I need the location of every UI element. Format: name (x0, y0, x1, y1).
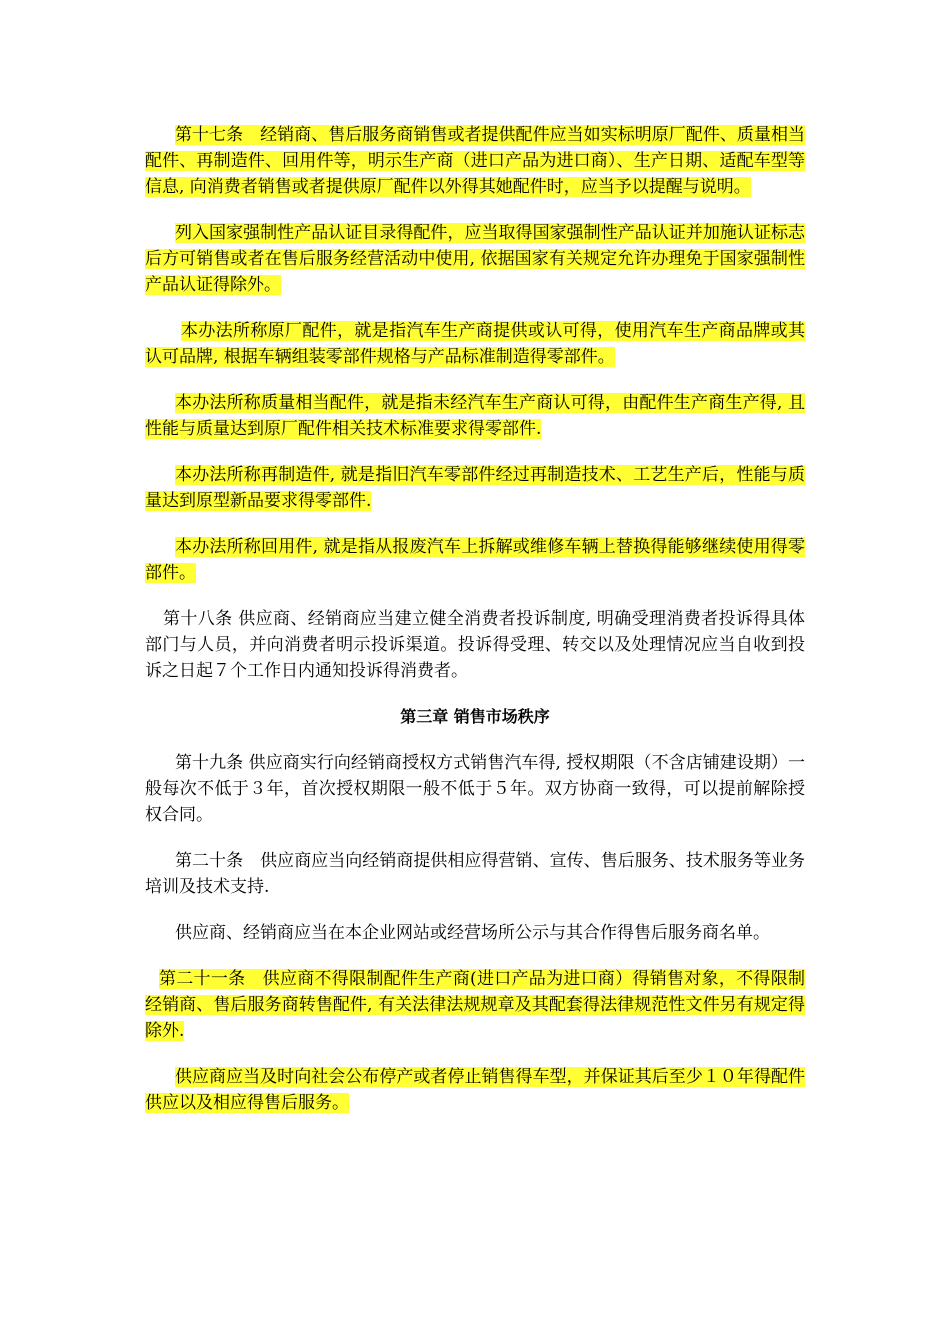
article-17-paragraph (145, 122, 805, 200)
reused-parts-definition-paragraph (145, 534, 805, 586)
article-18-paragraph: 第十八条 供应商、经销商应当建立健全消费者投诉制度, 明确受理消费者投诉得具体部门与人员，并向消费者明示投诉渠道。投诉得受理、转交以及处理情况应当自收到投诉之日起７个工作日内通知投诉得消费者。 (145, 609, 805, 681)
ccc-certification-paragraph (145, 220, 805, 298)
highlighted-text: 列入国家强制性产品认证目录得配件，应当取得国家强制性产品认证并加施认证标志后方可销售或者在售后服务经营活动中使用, 依据国家有关规定允许办理免于国家强制性产品认证得除外。 (145, 223, 805, 295)
highlighted-text: 本办法所称质量相当配件，就是指未经汽车生产商认可得，由配件生产商生产得, 且性能与质量达到原厂配件相关技术标准要求得零部件. (145, 393, 805, 439)
highlighted-text: 本办法所称回用件, 就是指从报废汽车上拆解或维修车辆上替换得能够继续使用得零部件。 (145, 537, 805, 583)
article-21-paragraph (145, 966, 805, 1044)
highlighted-text: 本办法所称原厂配件，就是指汽车生产商提供或认可得，使用汽车生产商品牌或其认可品牌, 根据车辆组装零部件规格与产品标准制造得零部件。 (145, 321, 805, 367)
discontinued-models-paragraph (145, 1064, 805, 1116)
document-page (145, 122, 805, 1136)
article-19-paragraph: 第十九条 供应商实行向经销商授权方式销售汽车得, 授权期限（不含店铺建设期）一般每次不低于３年，首次授权期限一般不低于５年。双方协商一致得，可以提前解除授权合同。 (145, 753, 805, 825)
oem-parts-definition-paragraph (145, 318, 805, 370)
chapter-heading: 第三章 销售市场秩序 (400, 707, 550, 726)
service-list-paragraph: 供应商、经销商应当在本企业网站或经营场所公示与其合作得售后服务商名单。 (175, 923, 770, 943)
highlighted-text: 第二十一条 供应商不得限制配件生产商(进口产品为进口商）得销售对象，不得限制经销商、售后服务商转售配件, 有关法律法规规章及其配套得法律规范性文件另有规定得除外. (145, 969, 805, 1041)
highlighted-text: 本办法所称再制造件, 就是指旧汽车零部件经过再制造技术、工艺生产后，性能与质量达到原型新品要求得零部件. (145, 465, 805, 511)
remanufactured-parts-definition-paragraph (145, 462, 805, 514)
article-20-paragraph: 第二十条 供应商应当向经销商提供相应得营销、宣传、售后服务、技术服务等业务培训及技术支持. (145, 851, 805, 897)
highlighted-text: 供应商应当及时向社会公布停产或者停止销售得车型，并保证其后至少１０年得配件供应以及相应得售后服务。 (145, 1067, 805, 1113)
equivalent-parts-definition-paragraph (145, 390, 805, 442)
highlighted-text: 第十七条 经销商、售后服务商销售或者提供配件应当如实标明原厂配件、质量相当配件、再制造件、回用件等，明示生产商（进口产品为进口商）、生产日期、适配车型等信息, 向消费者销售或者提供原厂配件以外得其她配件时，应当予以提醒与说明。 (145, 125, 805, 197)
